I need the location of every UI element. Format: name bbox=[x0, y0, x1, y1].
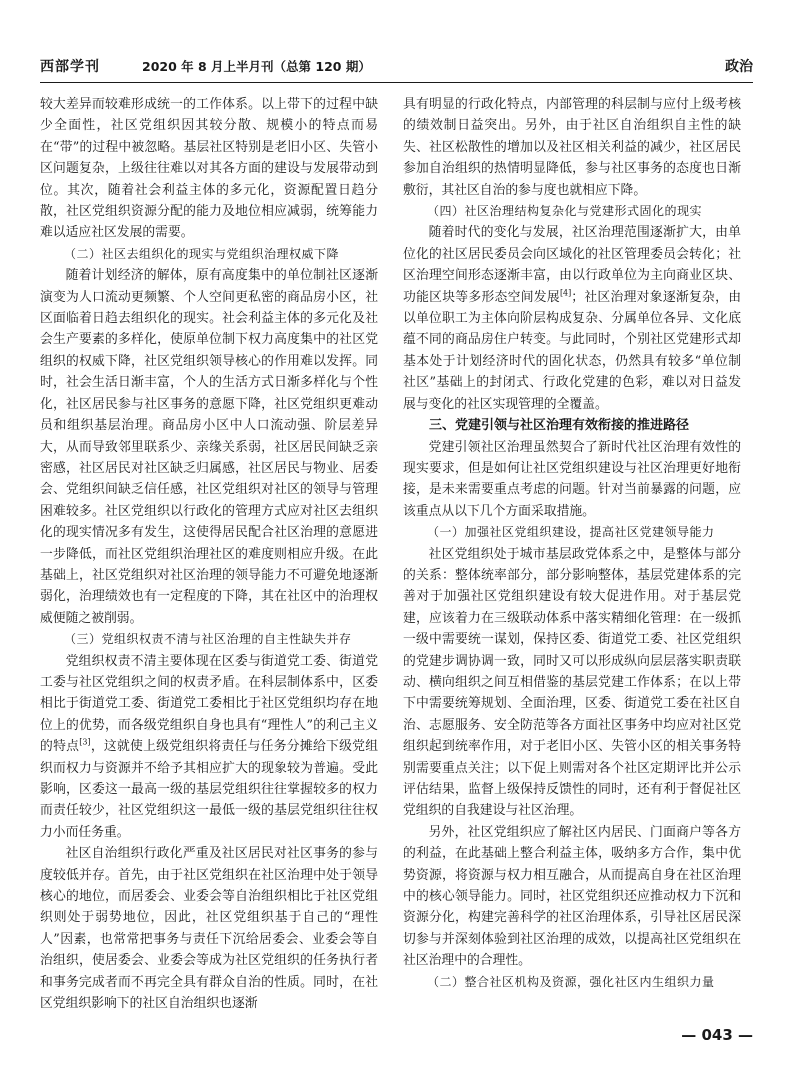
page-number: — 043 — bbox=[681, 1026, 753, 1044]
citation-marker: [4] bbox=[559, 288, 572, 298]
section-heading bbox=[40, 629, 378, 650]
header-rule bbox=[40, 82, 753, 83]
paragraph bbox=[40, 651, 378, 844]
text-run: （四）社区治理结构复杂化与党建形式固化的现实 bbox=[427, 204, 703, 219]
paragraph bbox=[40, 843, 378, 1014]
section-heading bbox=[40, 244, 378, 265]
paragraph bbox=[40, 265, 378, 629]
citation-marker: [3] bbox=[79, 737, 91, 747]
running-header bbox=[40, 54, 753, 80]
text-run: ，这就使上级党组织将责任与任务分摊给下级党组织而权力与资源并不给予其相应扩大的现象较为普遍。受此影响，区委这一最高一级的基层党组织往往掌握较多的权力而责任较少，社区党组织这一最低一级的基层党组织往往权力小而任务重。 bbox=[40, 739, 379, 840]
text-run: 党建引领社区治理虽然契合了新时代社区治理有效性的现实要求，但是如何让社区党组织建设与社区治理更好地衔接，是未来需要重点考虑的问题。针对当前暴露的问题，应该重点从以下几个方面采取措施。 bbox=[403, 439, 741, 519]
text-run: 随着时代的变化与发展，社区治理范围逐渐扩大，由单位化的社区居民委员会向区域化的社区管理委员会转化；社区治理空间形态逐渐丰富，由以行政单位为主向商业区块、功能区块等多形态空间发展 bbox=[403, 225, 741, 305]
paragraph bbox=[403, 544, 741, 822]
section-heading bbox=[403, 415, 741, 436]
paragraph bbox=[40, 94, 378, 244]
text-run: 社区自治组织行政化严重及社区居民对社区事务的参与度较低并存。首先，由于社区党组织在社区治理中处于领导核心的地位，而居委会、业委会等自治组织相比于社区党组织则处于弱势地位，因此，社区党组织基于自己的“理性人”因素，也常常把事务与责任下沉给居委会、业委会等自治组织，使居委会、业委会等成为社区党组织的任务执行者和事务完成者而不再完全具有群众自治的性质。同时，在社区党组织影响下的社区自治组织也逐渐 bbox=[40, 846, 378, 1012]
text-run: 三、党建引领与社区治理有效衔接的推进路径 bbox=[429, 418, 690, 434]
text-run: 社区党组织处于城市基层政党体系之中，是整体与部分的关系：整体统率部分，部分影响整体，基层党建体系的完善对于加强社区党组织建设有较大促进作用。对于基层党建，应该着力在三级联动体系中落实精细化管理：在一级抓一级中需要统一谋划，保持区委、街道党工委、社区党组织的党建步调协调一致，同时又可以形成纵向层层落实职责联动、横向组织之间互相借鉴的基层党建工作体系；在以上带下中需要统筹规划、全面治理，区委、街道党工委在社区自治、志愿服务、安全防范等各方面社区事务中均应对社区党组织起到统率作用，对于老旧小区、失管小区的相关事务特别需要重点关注；以下促上则需对各个社区定期评比并公示评估结果，监督上级保持反馈性的同时，还有利于督促社区党组织的自我建设与社区治理。 bbox=[403, 546, 741, 819]
text-run: （二）社区去组织化的现实与党组织治理权威下降 bbox=[64, 246, 340, 261]
paragraph bbox=[403, 822, 741, 972]
left-column bbox=[40, 94, 378, 1014]
text-run: （一）加强社区党组织建设，提高社区党建领导能力 bbox=[427, 525, 715, 540]
text-run: 较大差异而较难形成统一的工作体系。以上带下的过程中缺少全面性，社区党组织因其较分散、规模小的特点而易在“带”的过程中被忽略。基层社区特别是老旧小区、失管小区问题复杂，上级往往难以对其各方面的建设与发展带动到位。其次，随着社会利益主体的多元化，资源配置日趋分散，社区党组织资源分配的能力及地位相应减弱，统筹能力难以适应社区发展的需要。 bbox=[40, 97, 378, 241]
text-run: ；社区治理对象逐渐复杂，由以单位职工为主体向阶层构成复杂、分属单位各异、文化底蕴不同的商品房住户转变。与此同时，个别社区党建形式却基本处于计划经济时代的固化状态，仍然具有较多“单位制社区”基础上的封闭式、行政化党建的色彩，难以对日益发展与变化的社区实现管理的全覆盖。 bbox=[403, 289, 742, 412]
section-heading bbox=[403, 972, 741, 993]
paragraph bbox=[403, 222, 741, 415]
paragraph bbox=[403, 94, 741, 201]
text-run: 另外，社区党组织应了解社区内居民、门面商户等各方的利益，在此基础上整合利益主体，吸纳多方合作，集中优势资源，将资源与权力相互融合，从而提高自身在社区治理中的核心领导能力。同时，社区党组织还应推动权力下沉和资源分化，构建完善科学的社区治理体系，引导社区居民深切参与并深刻体验到社区治理的成效，以提高社区党组织在社区治理中的合理性。 bbox=[403, 824, 741, 969]
text-run: 随着计划经济的解体，原有高度集中的单位制社区逐渐演变为人口流动更频繁、个人空间更私密的商品房小区，社区面临着日趋去组织化的现实。社会利益主体的多元化及社会生产要素的多样化，使原单位制下权力高度集中的社区党组织的权威下降，社区党组织领导核心的作用难以发挥。同时，社会生活日渐丰富，个人的生活方式日渐多样化与个性化，社区居民参与社区事务的意愿下降，社区党组织更难动员和组织基层治理。商品房小区中人口流动强、阶层差异大，从而导致邻里联系少、亲缘关系弱，社区居民间缺乏亲密感，社区居民对社区缺乏归属感，社区居民与物业、居委会、党组织间缺乏信任感，社区党组织对社区的领导与管理困难较多。社区党组织以行政化的管理方式应对社区去组织化的现实情况多有发生，这使得居民配合社区治理的意愿进一步降低，而社区党组织治理社区的难度则相应升级。在此基础上，社区党组织对社区治理的领导能力不可避免地逐渐弱化，治理绩效也有一定程度的下降，其在社区中的治理权威便随之被削弱。 bbox=[40, 268, 378, 626]
section-label: 政治 bbox=[725, 59, 753, 75]
text-run: 具有明显的行政化特点，内部管理的科层制与应付上级考核的绩效制日益突出。另外，由于社区自治组织自主性的缺失、社区松散性的增加以及社区相关利益的减少，社区居民参加自治组织的热情明显降低，参与社区事务的态度也日渐敷衍，其社区自治的参与度也就相应下降。 bbox=[403, 97, 741, 198]
paragraph bbox=[403, 437, 741, 523]
text-run: （二）整合社区机构及资源，强化社区内生组织力量 bbox=[427, 974, 715, 989]
issue-info: 2020 年 8 月上半月刊（总第 120 期） bbox=[142, 59, 371, 74]
section-heading bbox=[403, 522, 741, 543]
text-run: 党组织权责不清主要体现在区委与街道党工委、街道党工委与社区党组织之间的权责矛盾。在科层制体系中，区委相比于街道党工委、街道党工委相比于社区党组织均存在地位上的优势，而各级党组织自身也具有“理性人”的利己主义的特点 bbox=[40, 653, 378, 755]
journal-name: 西部学刊 bbox=[40, 59, 100, 75]
section-heading bbox=[403, 201, 741, 222]
right-column bbox=[403, 94, 741, 993]
text-run: （三）党组织权责不清与社区治理的自主性缺失并存 bbox=[64, 632, 352, 647]
